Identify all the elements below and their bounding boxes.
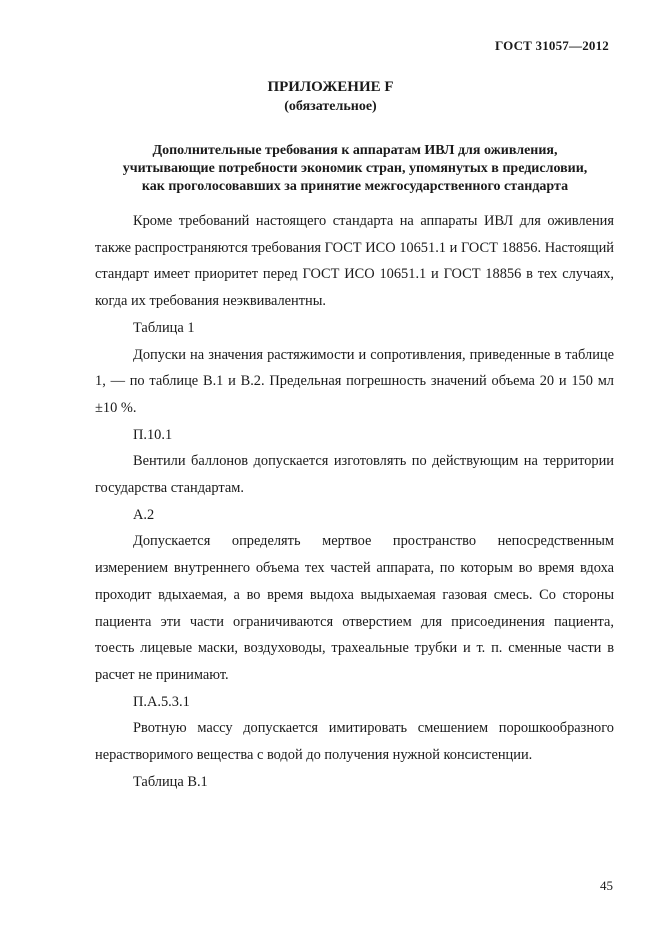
clause-reference: Таблица В.1	[133, 773, 208, 790]
paragraph: Вентили баллонов допускается изготовлять по действующим на территории государства стандартам.	[95, 453, 614, 497]
annex-title: ПРИЛОЖЕНИЕ F	[267, 79, 394, 95]
clause-reference: Таблица 1	[133, 319, 195, 336]
paragraph: Допуски на значения растяжимости и сопротивления, приведенные в таблице 1, — по таблице В.1 и В.2. Предельная погрешность значений объема 20 и 150 мл ±10 %.	[95, 346, 614, 416]
section-heading-line: как проголосовавших за принятие межгосударственного стандарта	[141, 179, 569, 194]
clause-reference: А.2	[133, 506, 155, 523]
clause-reference: П.10.1	[133, 426, 173, 443]
document-code: ГОСТ 31057—2012	[494, 38, 609, 53]
section-heading-line: учитывающие потребности экономик стран, упомянутых в предисловии,	[122, 161, 588, 176]
body-text	[95, 208, 614, 795]
section-heading	[70, 142, 640, 196]
annex-status: (обязательное)	[284, 99, 377, 114]
paragraph: Кроме требований настоящего стандарта на аппараты ИВЛ для оживления также распространяются требования ГОСТ ИСО 10651.1 и ГОСТ 18856. Настоящий стандарт имеет приоритет перед ГОСТ ИСО 10651.1 и ГОСТ 18856 в тех случаях, когда их требования неэквивалентны.	[95, 213, 614, 310]
section-heading-line: Дополнительные требования к аппаратам ИВЛ для оживления,	[152, 143, 558, 158]
paragraph: Рвотную массу допускается имитировать смешением порошкообразного нерастворимого вещества с водой до получения нужной консистенции.	[95, 720, 614, 764]
page-number: 45	[600, 878, 613, 893]
paragraph: Допускается определять мертвое пространство непосредственным измерением внутреннего объема тех частей аппарата, по которым во время вдоха проходит вдыхаемая, а во время выдоха выдыхаемая газовая смесь. Со стороны пациента эти части ограничиваются отверстием для присоединения пациента, тоесть лицевые маски, воздуховоды, трахеальные трубки и т. п. сменные части в расчет не принимают.	[95, 533, 614, 683]
clause-reference: П.А.5.3.1	[133, 693, 190, 710]
